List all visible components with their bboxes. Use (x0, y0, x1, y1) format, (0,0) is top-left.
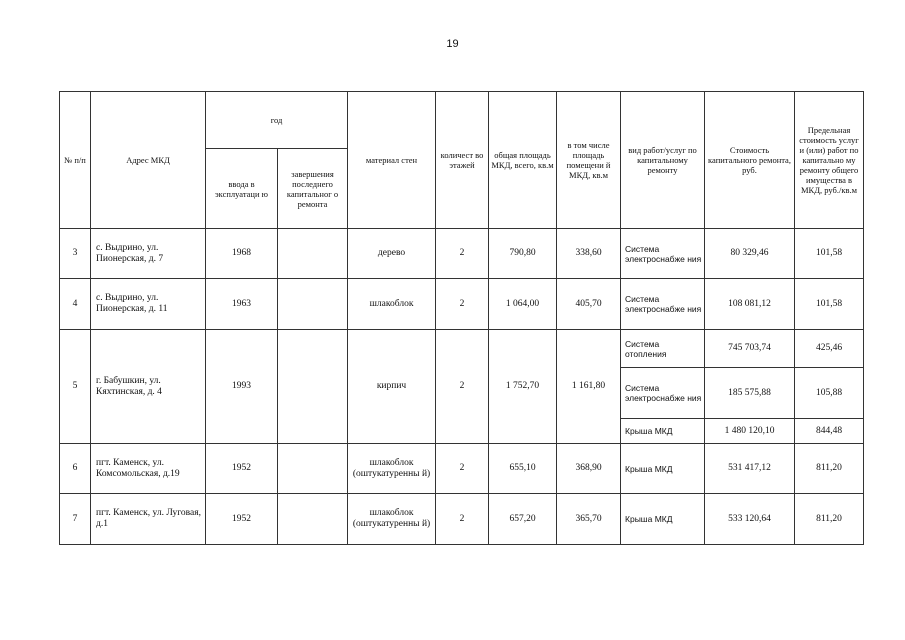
header-premises-area: в том числе площадь помещени й МКД, кв.м (557, 92, 621, 229)
cell-material: кирпич (348, 330, 436, 444)
cell-year: 1963 (206, 279, 278, 330)
repair-table (59, 91, 864, 545)
cell-cost: 531 417,12 (705, 444, 795, 494)
cell-floors: 2 (436, 444, 489, 494)
cell-max-cost: 811,20 (795, 494, 864, 545)
cell-num: 4 (60, 279, 91, 330)
cell-premises-area: 368,90 (557, 444, 621, 494)
cell-year: 1952 (206, 444, 278, 494)
cell-address: с. Выдрино, ул. Пионерская, д. 7 (91, 229, 206, 279)
cell-max-cost: 811,20 (795, 444, 864, 494)
header-year-group: год (206, 92, 348, 149)
table-row (60, 444, 864, 494)
cell-address: г. Бабушкин, ул. Кяхтинская, д. 4 (91, 330, 206, 444)
cell-floors: 2 (436, 494, 489, 545)
page-number: 19 (446, 38, 459, 50)
cell-premises-area: 405,70 (557, 279, 621, 330)
cell-work-type: Система отопления (621, 330, 705, 368)
cell-cost: 745 703,74 (705, 330, 795, 368)
cell-material: шлакоблок (оштукатуренны й) (348, 494, 436, 545)
header-cost: Стоимость капитального ремонта, руб. (705, 92, 795, 229)
cell-total-area: 1 064,00 (489, 279, 557, 330)
cell-year: 1993 (206, 330, 278, 444)
cell-cost: 1 480 120,10 (705, 419, 795, 444)
header-num: № п/п (60, 92, 91, 229)
cell-max-cost: 101,58 (795, 229, 864, 279)
cell-repair (278, 279, 348, 330)
cell-work-type: Система электроснабже ния (621, 229, 705, 279)
table-row (60, 279, 864, 330)
cell-repair (278, 494, 348, 545)
header-work-type: вид работ/услуг по капитальному ремонту (621, 92, 705, 229)
cell-work-type: Крыша МКД (621, 419, 705, 444)
header-year-commission: ввода в эксплуатаци ю (206, 149, 278, 229)
cell-total-area: 657,20 (489, 494, 557, 545)
cell-cost: 185 575,88 (705, 368, 795, 419)
header-year-last-repair: завершения последнего капитальног о ремонта (278, 149, 348, 229)
cell-repair (278, 330, 348, 444)
cell-max-cost: 101,58 (795, 279, 864, 330)
header-wall-material: материал стен (348, 92, 436, 229)
cell-max-cost: 844,48 (795, 419, 864, 444)
header-total-area: общая площадь МКД, всего, кв.м (489, 92, 557, 229)
cell-work-type: Система электроснабже ния (621, 279, 705, 330)
cell-num: 7 (60, 494, 91, 545)
cell-material: дерево (348, 229, 436, 279)
table-row (60, 494, 864, 545)
cell-year: 1952 (206, 494, 278, 545)
cell-address: пгт. Каменск, ул. Комсомольская, д.19 (91, 444, 206, 494)
cell-premises-area: 1 161,80 (557, 330, 621, 444)
cell-num: 5 (60, 330, 91, 444)
cell-work-type: Крыша МКД (621, 444, 705, 494)
cell-address: пгт. Каменск, ул. Луговая, д.1 (91, 494, 206, 545)
cell-cost: 80 329,46 (705, 229, 795, 279)
cell-work-type: Крыша МКД (621, 494, 705, 545)
table-row (60, 330, 864, 368)
cell-material: шлакоблок (348, 279, 436, 330)
cell-max-cost: 105,88 (795, 368, 864, 419)
cell-num: 6 (60, 444, 91, 494)
cell-cost: 533 120,64 (705, 494, 795, 545)
cell-total-area: 655,10 (489, 444, 557, 494)
header-address: Адрес МКД (91, 92, 206, 229)
cell-repair (278, 229, 348, 279)
cell-work-type: Система электроснабже ния (621, 368, 705, 419)
header-max-cost: Предельная стоимость услуг и (или) работ по капитально му ремонту общего имущества в МКД, руб./кв.м (795, 92, 864, 229)
cell-total-area: 1 752,70 (489, 330, 557, 444)
cell-address: с. Выдрино, ул. Пионерская, д. 11 (91, 279, 206, 330)
cell-premises-area: 365,70 (557, 494, 621, 545)
cell-repair (278, 444, 348, 494)
cell-floors: 2 (436, 279, 489, 330)
cell-num: 3 (60, 229, 91, 279)
cell-floors: 2 (436, 330, 489, 444)
cell-cost: 108 081,12 (705, 279, 795, 330)
cell-floors: 2 (436, 229, 489, 279)
cell-premises-area: 338,60 (557, 229, 621, 279)
header-floors: количест во этажей (436, 92, 489, 229)
cell-material: шлакоблок (оштукатуренны й) (348, 444, 436, 494)
cell-total-area: 790,80 (489, 229, 557, 279)
table-row (60, 229, 864, 279)
cell-max-cost: 425,46 (795, 330, 864, 368)
cell-year: 1968 (206, 229, 278, 279)
